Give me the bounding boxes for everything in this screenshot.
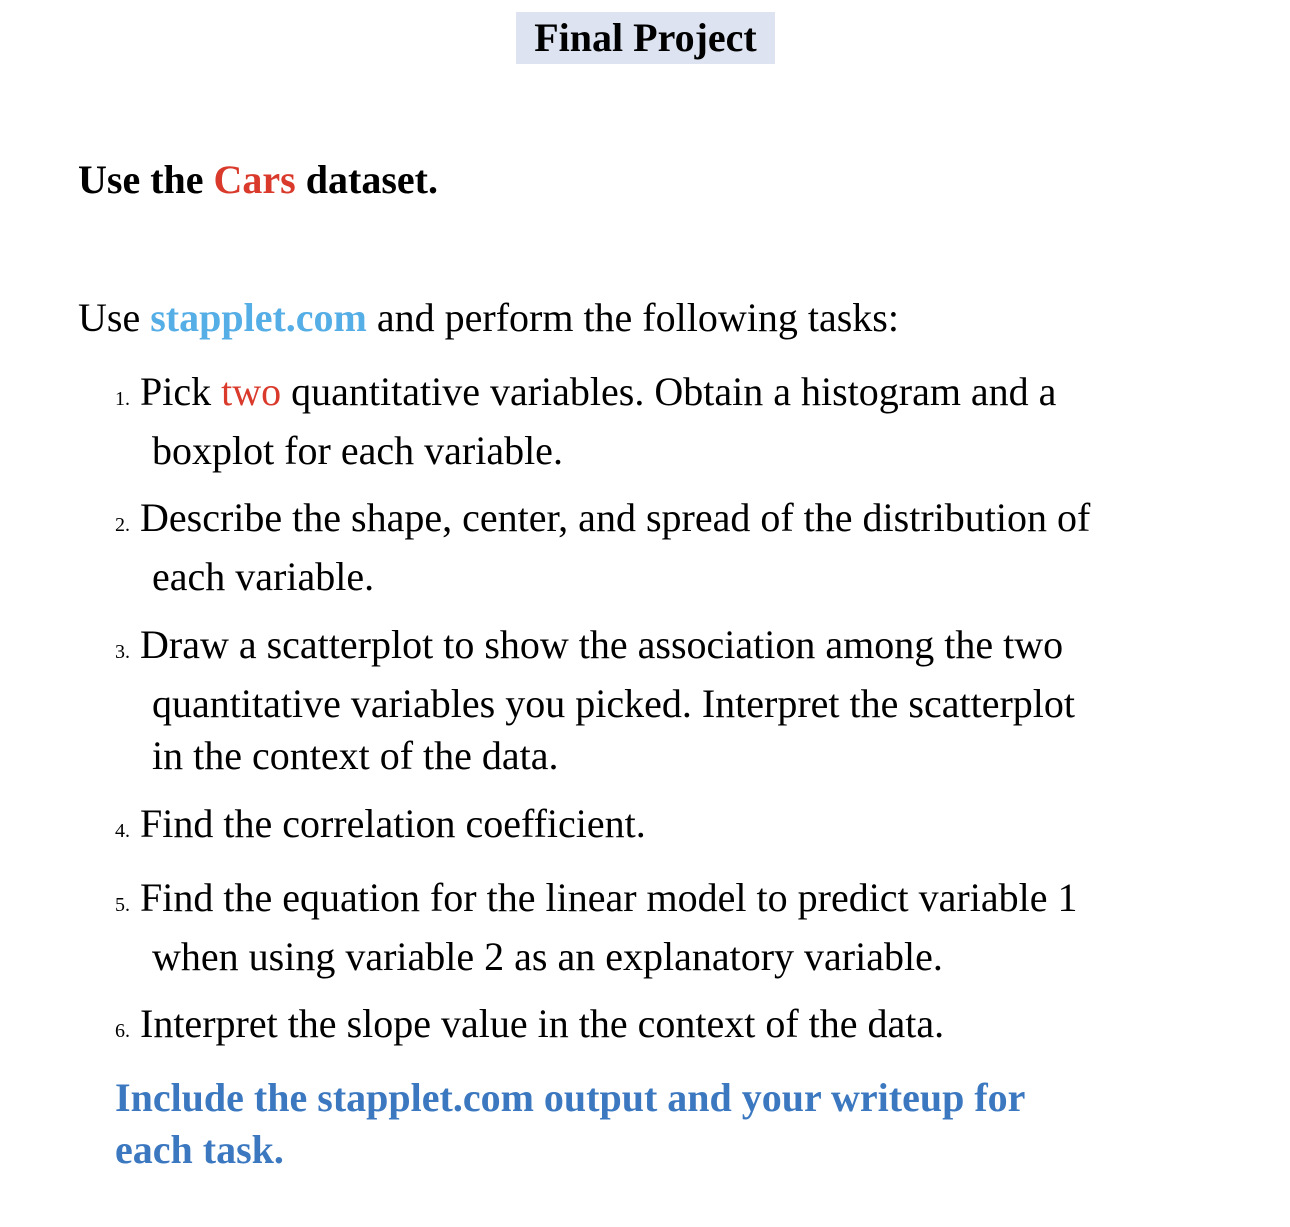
task-text: Interpret the slope value in the context of the data. <box>140 1001 945 1046</box>
intro-post: and perform the following tasks: <box>366 295 899 340</box>
closing-instruction <box>115 1072 1025 1176</box>
closing-line: Include the stapplet.com output and your writeup for <box>115 1075 1026 1120</box>
task-text: quantitative variables you picked. Interpret the scatterplot <box>152 681 1075 726</box>
task-text: Pick <box>140 369 222 414</box>
task-text: in the context of the data. <box>152 733 559 778</box>
task-number: 5. <box>115 894 130 916</box>
task-number: 4. <box>115 820 130 842</box>
task-number: 3. <box>115 641 130 663</box>
dataset-post: dataset. <box>295 157 438 202</box>
task-1 <box>115 366 1056 477</box>
task-text: Draw a scatterplot to show the association among the two <box>140 622 1064 667</box>
task-text: Find the correlation coefficient. <box>140 801 646 846</box>
task-number: 1. <box>115 388 130 410</box>
task-4 <box>115 798 646 857</box>
task-number: 2. <box>115 514 130 536</box>
task-text: Describe the shape, center, and spread of the distribution of <box>140 495 1091 540</box>
task-text: each variable. <box>152 554 375 599</box>
stapplet-link[interactable]: stapplet.com <box>150 295 367 340</box>
task-text: Find the equation for the linear model to predict variable 1 <box>140 875 1078 920</box>
dataset-name: Cars <box>213 157 296 202</box>
intro-pre: Use <box>78 295 151 340</box>
dataset-pre: Use the <box>78 157 214 202</box>
task-number: 6. <box>115 1020 130 1042</box>
task-text: boxplot for each variable. <box>152 428 563 473</box>
closing-line: each task. <box>115 1127 284 1172</box>
task-5 <box>115 872 1077 983</box>
task-text: when using variable 2 as an explanatory variable. <box>152 934 943 979</box>
task-highlight: two <box>221 369 282 414</box>
task-6 <box>115 998 944 1057</box>
task-text: quantitative variables. Obtain a histogram and a <box>281 369 1057 414</box>
intro-instruction <box>78 292 899 344</box>
task-2 <box>115 492 1090 603</box>
page-title: Final Project <box>516 12 775 64</box>
dataset-instruction <box>78 154 438 206</box>
task-3 <box>115 619 1075 782</box>
